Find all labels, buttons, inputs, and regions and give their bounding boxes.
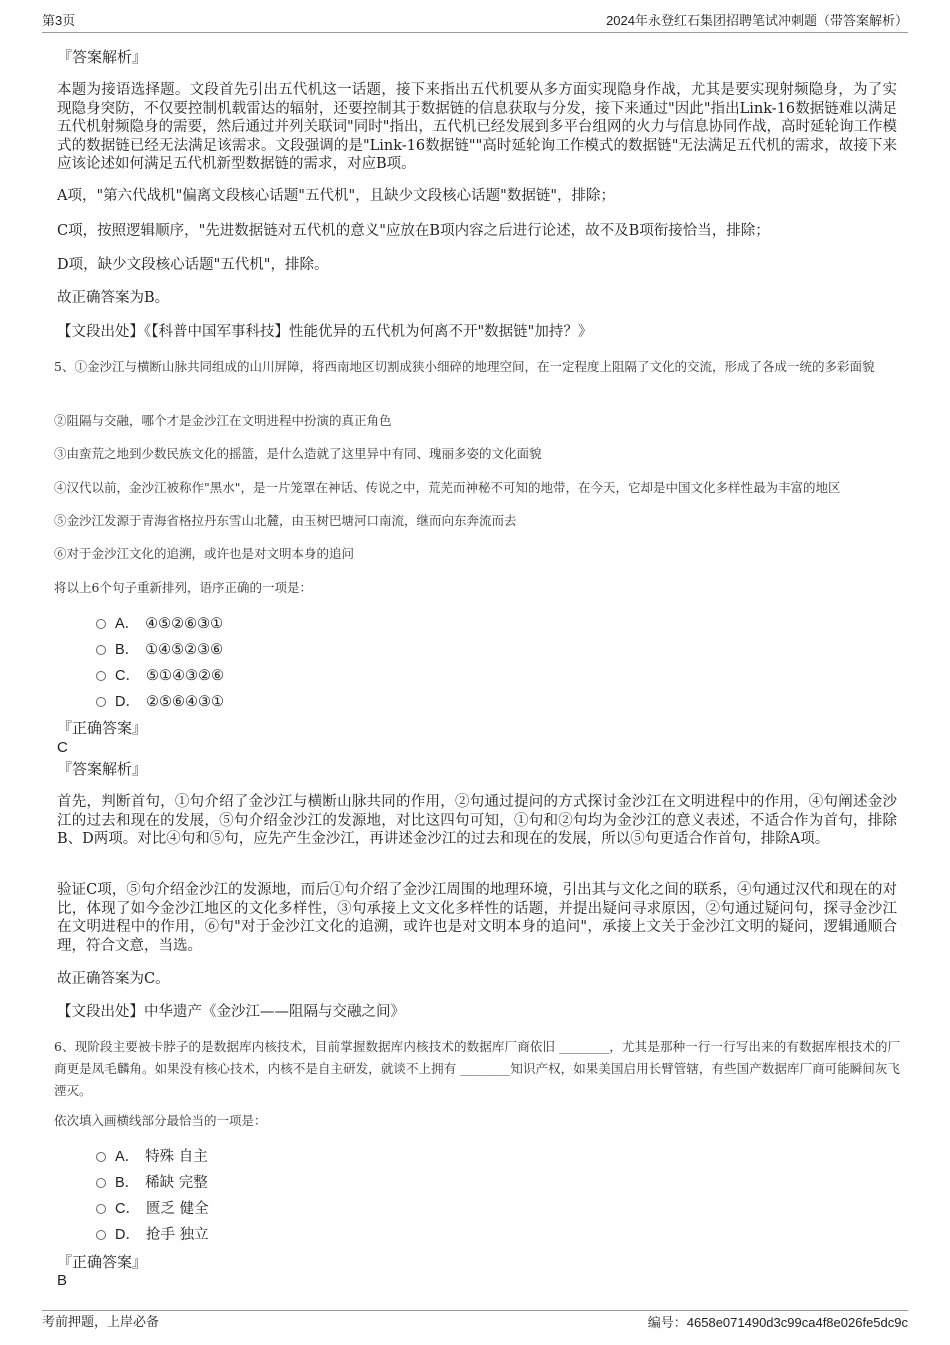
q5-answer: C (57, 739, 68, 756)
q4-analysis-option-d: D项，缺少文段核心话题"五代机"，排除。 (57, 257, 329, 273)
page-header (42, 10, 908, 33)
q4-analysis-label: 『答案解析』 (57, 48, 148, 66)
radio-icon[interactable] (96, 697, 106, 707)
page-footer (42, 1310, 908, 1337)
q5-sentence-1: 5、①金沙江与横断山脉共同组成的山川屏障，将西南地区切割成狭小细碎的地理空间，在一定程度上阻隔了文化的交流，形成了各成一统的多彩面貌 (54, 359, 875, 374)
q6-prompt: 依次填入画横线部分最恰当的一项是： (54, 1113, 267, 1128)
radio-icon[interactable] (96, 1178, 106, 1188)
q4-analysis-option-a: A项，"第六代战机"偏离文段核心话题"五代机"，且缺少文段核心话题"数据链"，排除； (57, 188, 615, 204)
page-number: 第3页 (42, 13, 76, 28)
q5-source: 【文段出处】中华遗产《金沙江——阻隔与交融之间》 (57, 1004, 405, 1020)
q5-prompt: 将以上6个句子重新排列，语序正确的一项是： (54, 580, 312, 595)
document-code: 编号：4658e071490d3c99ca4f8e026fe5dc9c (647, 1315, 908, 1330)
q5-conclusion: 故正确答案为C。 (57, 971, 170, 987)
q5-sentence-6: ⑥对于金沙江文化的追溯，或许也是对文明本身的追问 (54, 546, 355, 561)
radio-icon[interactable] (96, 1204, 106, 1214)
q5-sentence-2: ②阻隔与交融，哪个才是金沙江在文明进程中扮演的真正角色 (54, 413, 392, 428)
footer-slogan: 考前押题，上岸必备 (42, 1315, 160, 1330)
q5-sentence-5: ⑤金沙江发源于青海省格拉丹东雪山北麓，由玉树巴塘河口南流，继而向东奔流而去 (54, 513, 517, 528)
q5-analysis-paragraph-2: 验证C项，⑤句介绍金沙江的发源地，而后①句介绍了金沙江周围的地理环境，引出其与文化之间的联系，④句通过汉代和现在的对比，体现了如今金沙江地区的文化多样性，③句承接上文文化多样性的话题，并提出疑问寻求原因，②句通过疑问句，探寻金沙江在文明进程中的作用，⑥句"对于金沙江文化的追溯，或许也是对文明本身的追问"，承接上文关于金沙江文明的疑问，逻辑通顺合理，符合文意，当选。 (57, 882, 897, 954)
q4-analysis-option-c: C项，按照逻辑顺序，"先进数据链对五代机的意义"应放在B项内容之后进行论述，故不及B项衔接恰当，排除； (57, 223, 770, 239)
radio-icon[interactable] (96, 619, 106, 629)
q6-answer-label: 『正确答案』 (57, 1253, 148, 1271)
q5-sentence-3: ③由蛮荒之地到少数民族文化的摇篮，是什么造就了这里异中有同、瑰丽多姿的文化面貌 (54, 446, 542, 461)
radio-icon[interactable] (96, 645, 106, 655)
q5-analysis-paragraph-1: 首先，判断首句，①句介绍了金沙江与横断山脉共同的作用，②句通过提问的方式探讨金沙江在文明进程中的作用，④句阐述金沙江的过去和现在的发展，⑤句介绍金沙江的发源地，对比这四句可知，①句和②句均为金沙江的意义表述，不适合作为首句，排除B、D两项。对比④句和⑤句，应先产生金沙江，再讲述金沙江的过去和现在的发展，所以⑤句更适合作首句，排除A项。 (57, 794, 897, 847)
q5-option-c[interactable]: C． ⑤①④③②⑥ (96, 666, 224, 686)
q6-answer: B (57, 1272, 68, 1289)
q5-option-a[interactable]: A． ④⑤②⑥③① (96, 614, 223, 634)
radio-icon[interactable] (96, 671, 106, 681)
q6-option-a[interactable]: A． 特殊 自主 (96, 1147, 208, 1167)
document-title: 2024年永登红石集团招聘笔试冲刺题（带答案解析） (606, 13, 908, 28)
q4-source: 【文段出处】《【科普中国军事科技】性能优异的五代机为何离不开"数据链"加持？》 (57, 324, 593, 340)
q6-option-d[interactable]: D． 抢手 独立 (96, 1225, 209, 1245)
q5-option-b[interactable]: B． ①④⑤②③⑥ (96, 640, 223, 660)
q5-analysis-label: 『答案解析』 (57, 760, 148, 778)
q5-answer-label: 『正确答案』 (57, 719, 148, 737)
radio-icon[interactable] (96, 1152, 106, 1162)
q6-option-b[interactable]: B． 稀缺 完整 (96, 1173, 208, 1193)
q4-analysis-paragraph: 本题为接语选择题。文段首先引出五代机这一话题，接下来指出五代机要从多方面实现隐身作战，尤其是要实现射频隐身，为了实现隐身突防，不仅要控制机载雷达的辐射，还要控制其于数据链的信息获取与分发，接下来通过"因此"指出Link-16数据链难以满足五代机射频隐身的需要，然后通过并列关联词"同时"指出，五代机已经发展到多平台组网的火力与信息协同作战，高时延轮询工作模式的数据链已经无法满足该需求。文段强调的是"Link-16数据链""高时延轮询工作模式的数据链"无法满足五代机的需求，故接下来应该论述如何满足五代机新型数据链的需求，对应B项。 (57, 82, 897, 172)
q6-stem: 6、现阶段主要被卡脖子的是数据库内核技术，目前掌握数据库内核技术的数据库厂商依旧 ________，尤其是那种一行一行写出来的有数据库根技术的厂商更是凤毛麟角。如果没有核心技术，内核不是自主研发，就谈不上拥有 ________知识产权，如果美国启用长臂管辖，有些国产数据库厂商可能瞬间灰飞湮灭。 (54, 1039, 900, 1098)
radio-icon[interactable] (96, 1230, 106, 1240)
q5-option-d[interactable]: D． ②⑤⑥④③① (96, 692, 224, 712)
q4-conclusion: 故正确答案为B。 (57, 290, 170, 306)
q5-sentence-4: ④汉代以前，金沙江被称作"黑水"，是一片笼罩在神话、传说之中，荒芜而神秘不可知的地带，在今天，它却是中国文化多样性最为丰富的地区 (54, 480, 841, 495)
q6-option-c[interactable]: C． 匮乏 健全 (96, 1199, 209, 1219)
